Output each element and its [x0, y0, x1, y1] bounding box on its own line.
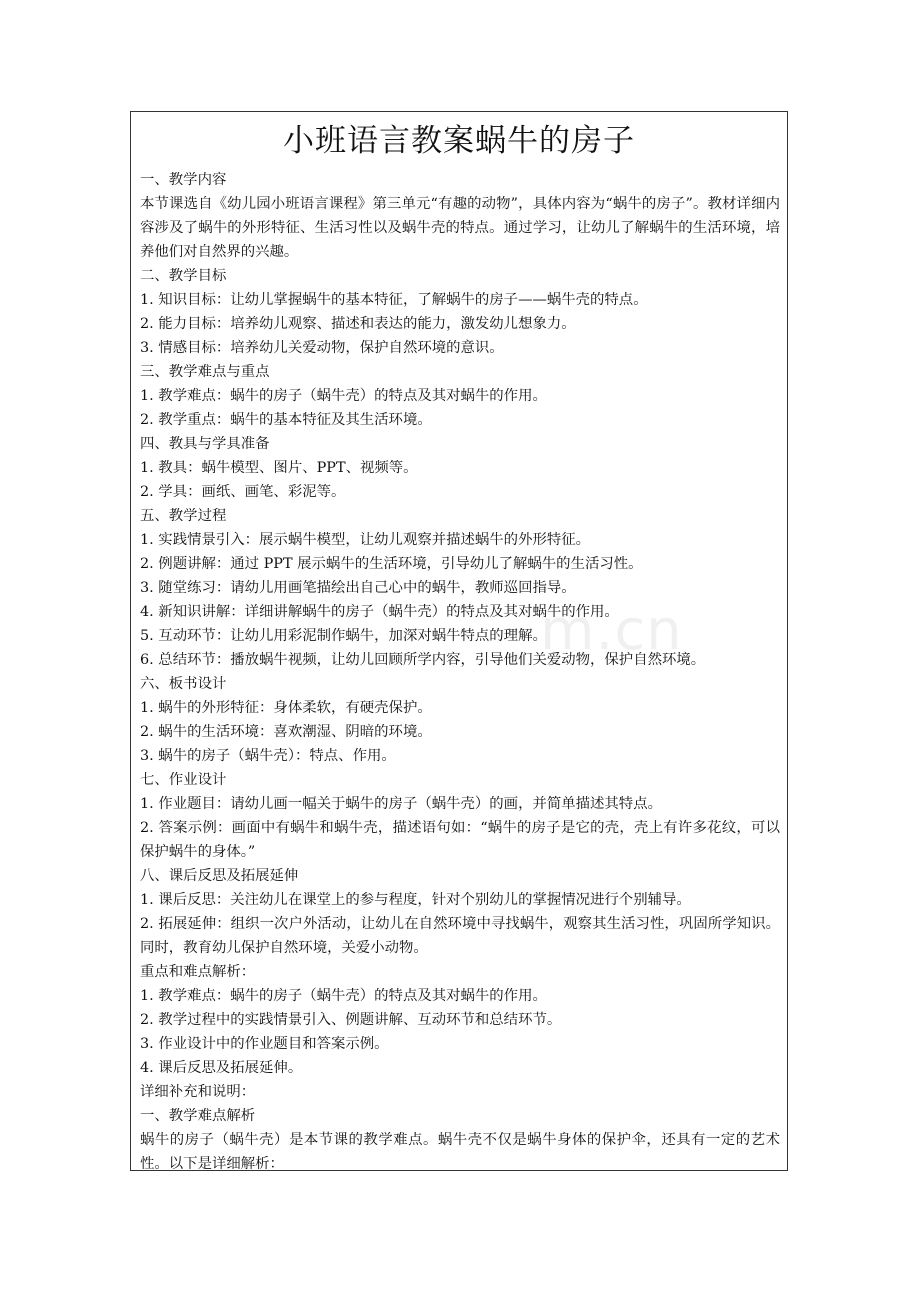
- list-item: 2. 教学重点：蜗牛的基本特征及其生活环境。: [140, 412, 432, 428]
- list-item: 1. 教学难点：蜗牛的房子（蜗牛壳）的特点及其对蜗牛的作用。: [140, 988, 547, 1004]
- section-heading: 详细补充和说明：: [140, 1084, 256, 1100]
- list-item: 1. 实践情景引入：展示蜗牛模型，让幼儿观察并描述蜗牛的外形特征。: [140, 532, 591, 548]
- list-item: 3. 作业设计中的作业题目和答案示例。: [140, 1036, 389, 1052]
- list-item: 1. 蜗牛的外形特征：身体柔软，有硬壳保护。: [140, 700, 432, 716]
- list-item: 2. 拓展延伸：组织一次户外活动，让幼儿在自然环境中寻找蜗牛，观察其生活习性，巩固所学知识。同时，教育幼儿保护自然环境，关爱小动物。: [140, 916, 780, 956]
- section-heading: 四、教具与学具准备: [140, 436, 270, 452]
- document-body: [131, 168, 787, 1176]
- list-item: 2. 学具：画纸、画笔、彩泥等。: [140, 484, 346, 500]
- document-frame: [130, 111, 788, 1171]
- list-item: 3. 蜗牛的房子（蜗牛壳）：特点、作用。: [140, 748, 396, 764]
- section-heading: 六、板书设计: [140, 676, 227, 692]
- list-item: 6. 总结环节：播放蜗牛视频，让幼儿回顾所学内容，引导他们关爱动物，保护自然环境。: [140, 652, 706, 668]
- list-item: 2. 能力目标：培养幼儿观察、描述和表达的能力，激发幼儿想象力。: [140, 316, 576, 332]
- list-item: 1. 教学难点：蜗牛的房子（蜗牛壳）的特点及其对蜗牛的作用。: [140, 388, 547, 404]
- paragraph: 本节课选自《幼儿园小班语言课程》第三单元“有趣的动物”，具体内容为“蜗牛的房子”。教材详细内容涉及了蜗牛的外形特征、生活习性以及蜗牛壳的特点。通过学习，让幼儿了解蜗牛的生活环境，培养他们对自然界的兴趣。: [140, 196, 780, 260]
- list-item: 4. 新知识讲解：详细讲解蜗牛的房子（蜗牛壳）的特点及其对蜗牛的作用。: [140, 604, 619, 620]
- list-item: 3. 情感目标：培养幼儿关爱动物，保护自然环境的意识。: [140, 340, 504, 356]
- list-item: 3. 随堂练习：请幼儿用画笔描绘出自己心中的蜗牛，教师巡回指导。: [140, 580, 576, 596]
- list-item: 2. 答案示例：画面中有蜗牛和蜗牛壳，描述语句如：“蜗牛的房子是它的壳，壳上有许多花纹，可以保护蜗牛的身体。”: [140, 820, 780, 860]
- section-heading: 重点和难点解析：: [140, 964, 256, 980]
- list-item: 5. 互动环节：让幼儿用彩泥制作蜗牛，加深对蜗牛特点的理解。: [140, 628, 547, 644]
- list-item: 2. 蜗牛的生活环境：喜欢潮湿、阴暗的环境。: [140, 724, 432, 740]
- section-heading: 八、课后反思及拓展延伸: [140, 868, 299, 884]
- list-item: 1. 作业题目：请幼儿画一幅关于蜗牛的房子（蜗牛壳）的画，并简单描述其特点。: [140, 796, 662, 812]
- list-item: 2. 教学过程中的实践情景引入、例题讲解、互动环节和总结环节。: [140, 1012, 562, 1028]
- list-item: 1. 教具：蜗牛模型、图片、PPT、视频等。: [140, 460, 418, 476]
- section-heading: 二、教学目标: [140, 268, 227, 284]
- list-item: 1. 知识目标：让幼儿掌握蜗牛的基本特征，了解蜗牛的房子——蜗牛壳的特点。: [140, 292, 648, 308]
- page-title: 小班语言教案蜗牛的房子: [283, 123, 635, 159]
- section-heading: 一、教学内容: [140, 172, 227, 188]
- paragraph: 蜗牛的房子（蜗牛壳）是本节课的教学难点。蜗牛壳不仅是蜗牛身体的保护伞，还具有一定的艺术性。以下是详细解析：: [140, 1132, 780, 1172]
- section-heading: 五、教学过程: [140, 508, 227, 524]
- watermark-text: m.cn: [540, 598, 683, 663]
- list-item: 4. 课后反思及拓展延伸。: [140, 1060, 303, 1076]
- section-heading: 七、作业设计: [140, 772, 227, 788]
- section-heading: 一、教学难点解析: [140, 1108, 256, 1124]
- list-item: 1. 课后反思：关注幼儿在课堂上的参与程度，针对个别幼儿的掌握情况进行个别辅导。: [140, 892, 691, 908]
- list-item: 2. 例题讲解：通过 PPT 展示蜗牛的生活环境，引导幼儿了解蜗牛的生活习性。: [140, 556, 643, 572]
- section-heading: 三、教学难点与重点: [140, 364, 270, 380]
